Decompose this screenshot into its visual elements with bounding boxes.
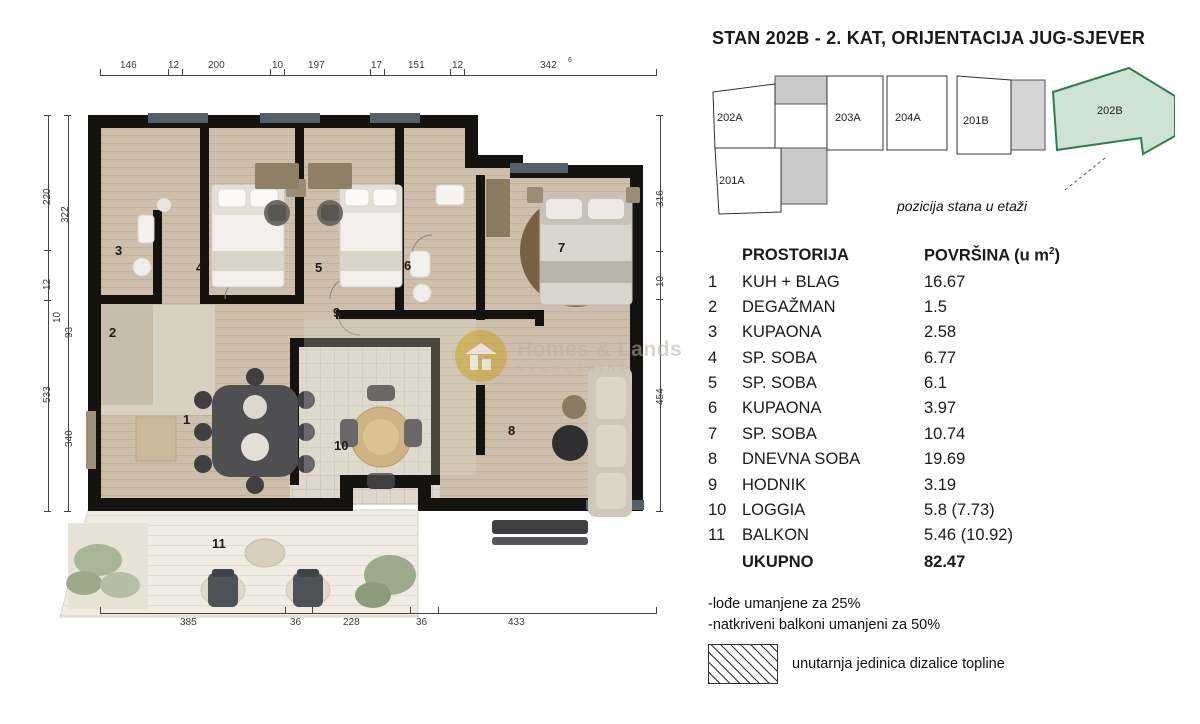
- table-row: [708, 425, 1178, 450]
- hatch-swatch-icon: [708, 644, 778, 684]
- row-area: 6.1: [924, 374, 947, 393]
- dim-top-4: 10: [272, 60, 284, 71]
- table-row: [708, 526, 1178, 551]
- row-num: 11: [708, 526, 726, 545]
- row-area: 1.5: [924, 297, 947, 316]
- dim-left-6: 533: [42, 386, 53, 403]
- row-room: SP. SOBA: [742, 374, 817, 393]
- keyplan-unit-203a: 203A: [835, 112, 861, 124]
- dim-bottom-3: 228: [343, 617, 360, 628]
- row-area: 2.58: [924, 323, 957, 342]
- room-schedule-table: [708, 246, 1178, 578]
- row-room: DEGAŽMAN: [742, 297, 836, 316]
- row-room: HODNIK: [742, 475, 807, 494]
- row-room: KUPAONA: [742, 399, 822, 418]
- row-area: 3.97: [924, 399, 957, 418]
- table-row-total: [708, 553, 1178, 578]
- table-row: [708, 450, 1178, 475]
- dim-bottom-2: 36: [290, 617, 302, 628]
- dim-left-1: 220: [42, 188, 53, 205]
- dim-top-9-sup: 6: [568, 57, 572, 64]
- room-number-6: 6: [404, 258, 412, 273]
- dimension-line-bottom: [100, 613, 656, 614]
- keyplan-unit-201b: 201B: [963, 115, 989, 127]
- keyplan-unit-201a: 201A: [719, 175, 745, 187]
- row-num: 6: [708, 399, 718, 418]
- row-area: 5.8 (7.73): [924, 501, 995, 520]
- row-room: DNEVNA SOBA: [742, 450, 861, 469]
- keyplan-unit-202b: 202B: [1097, 105, 1123, 117]
- dim-top-7: 151: [408, 60, 425, 71]
- row-num: 3: [708, 323, 718, 342]
- table-row: [708, 323, 1178, 348]
- room-number-4: 4: [196, 260, 204, 275]
- page-title: STAN 202B - 2. KAT, ORIJENTACIJA JUG-SJEVER: [712, 28, 1146, 48]
- notes: [708, 594, 940, 636]
- room-number-10: 10: [334, 438, 349, 453]
- row-room: LOGGIA: [742, 501, 806, 520]
- row-num: 7: [708, 424, 718, 443]
- table-row: [708, 349, 1178, 374]
- table-row: [708, 298, 1178, 323]
- row-num: 1: [708, 272, 718, 291]
- row-num: 10: [708, 501, 727, 520]
- dim-bottom-1: 385: [180, 617, 197, 628]
- row-num: 8: [708, 450, 718, 469]
- header-room: PROSTORIJA: [742, 246, 849, 264]
- dim-left-2: 322: [60, 206, 71, 223]
- total-label: UKUPNO: [742, 552, 814, 571]
- keyplan-unit-202a: 202A: [717, 112, 743, 124]
- dim-bottom-4: 36: [416, 617, 428, 628]
- row-area: 10.74: [924, 424, 966, 443]
- row-area: 6.77: [924, 348, 957, 367]
- dim-top-1: 146: [120, 60, 137, 71]
- row-room: BALKON: [742, 526, 809, 545]
- row-num: 9: [708, 475, 718, 494]
- total-area: 82.47: [924, 552, 966, 571]
- table-row: [708, 476, 1178, 501]
- table-row: [708, 501, 1178, 526]
- room-number-3: 3: [115, 243, 123, 258]
- row-room: SP. SOBA: [742, 424, 817, 443]
- dim-right-1: 316: [655, 190, 666, 207]
- row-num: 5: [708, 374, 718, 393]
- watermark-title: Homes & Lands: [517, 337, 683, 361]
- header-area-sup: 2: [1048, 246, 1055, 257]
- room-number-11: 11: [212, 536, 226, 551]
- table-row: [708, 399, 1178, 424]
- table-header: [708, 246, 1178, 266]
- home-logo-icon: [455, 330, 507, 382]
- room-number-2: 2: [109, 325, 117, 340]
- header-num: [708, 246, 742, 266]
- row-room: SP. SOBA: [742, 348, 817, 367]
- dimension-line-right: [660, 115, 661, 511]
- room-number-1: 1: [183, 412, 191, 427]
- header-area-text: POVRŠINA (u m: [924, 246, 1049, 265]
- header-area: [924, 246, 1060, 266]
- row-area: 3.19: [924, 475, 957, 494]
- legend: [708, 644, 1005, 684]
- legend-label: unutarnja jedinica dizalice topline: [792, 656, 1005, 672]
- dim-top-5: 197: [308, 60, 325, 71]
- note-line-1: -lođe umanjene za 25%: [708, 596, 861, 612]
- dim-left-7: 340: [64, 430, 75, 447]
- table-row: [708, 374, 1178, 399]
- dim-right-3: 454: [655, 388, 666, 405]
- dim-top-9: 342: [540, 60, 557, 71]
- dimension-line-top: [100, 75, 656, 76]
- keyplan-caption: pozicija stana u etaži: [897, 198, 1027, 214]
- table-row: [708, 273, 1178, 298]
- dim-top-6: 17: [371, 60, 383, 71]
- row-area: 5.46 (10.92): [924, 526, 1013, 545]
- dim-right-2: 10: [655, 275, 666, 287]
- row-area: 19.69: [924, 450, 966, 469]
- dim-top-2: 12: [168, 60, 180, 71]
- keyplan: [705, 62, 1175, 232]
- room-number-9: 9: [333, 305, 341, 320]
- dim-top-8: 12: [452, 60, 464, 71]
- row-room: KUPAONA: [742, 323, 822, 342]
- room-number-5: 5: [315, 260, 323, 275]
- watermark-subtitle: NEKRETNINE: [517, 363, 632, 375]
- dimension-line-left-outer: [48, 115, 49, 511]
- header-area-suffix: ): [1054, 246, 1061, 265]
- dim-left-4: 10: [52, 311, 63, 323]
- dimension-line-left-inner: [68, 115, 69, 511]
- watermark: [455, 330, 682, 382]
- room-number-7: 7: [558, 240, 566, 255]
- dim-left-3: 12: [42, 278, 53, 290]
- dim-bottom-5: 433: [508, 617, 525, 628]
- dim-left-5: 93: [64, 326, 75, 338]
- room-number-8: 8: [508, 423, 516, 438]
- row-area: 16.67: [924, 272, 966, 291]
- keyplan-unit-204a: 204A: [895, 112, 921, 124]
- row-num: 2: [708, 297, 718, 316]
- row-room: KUH + BLAG: [742, 272, 840, 291]
- dim-top-3: 200: [208, 60, 225, 71]
- note-line-2: -natkriveni balkoni umanjeni za 50%: [708, 617, 941, 633]
- row-num: 4: [708, 348, 718, 367]
